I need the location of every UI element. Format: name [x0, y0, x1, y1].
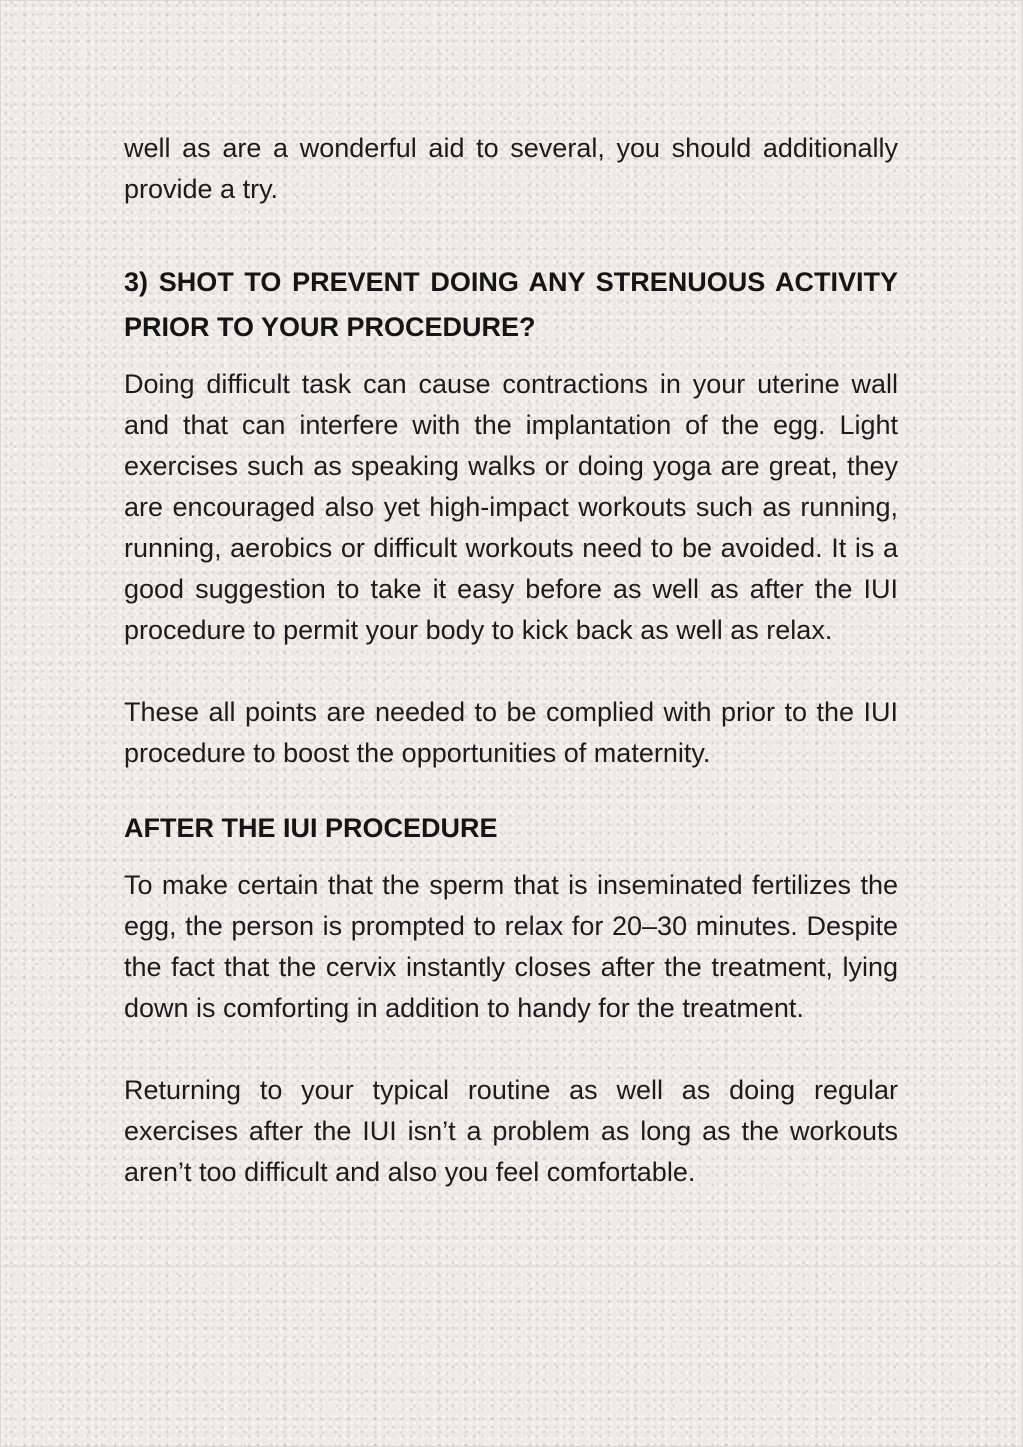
paragraph-strenuous-activity: Doing difficult task can cause contractions in your uterine wall and that can interfere with the implantation of the egg. Light exercises such as speaking walks or doing yoga are great, they are encouraged also yet high-impact workouts such as running, running, aerobics or difficult workouts need to be avoided. It is a good suggestion to take it easy before as well as after the IUI procedure to permit your body to kick back as well as relax. — [124, 369, 898, 645]
paragraph-summary: These all points are needed to be complied with prior to the IUI procedure to boost the opportunities of maternity. — [124, 697, 898, 768]
section-heading-strenuous-activity: 3) SHOT TO PREVENT DOING ANY STRENUOUS ACTIVITY PRIOR TO YOUR PROCEDURE? — [124, 267, 898, 342]
paragraph-after-iui-routine: Returning to your typical routine as well as doing regular exercises after the IUI isn’t a problem as long as the workouts aren’t too difficult and also you feel comfortable. — [124, 1075, 898, 1187]
page-divider — [0, 1266, 1023, 1267]
paragraph-continuation: well as are a wonderful aid to several, you should additionally provide a try. — [124, 133, 898, 204]
document-body — [124, 128, 898, 1193]
paragraph-after-iui-rest: To make certain that the sperm that is inseminated fertilizes the egg, the person is prompted to relax for 20–30 minutes. Despite the fact that the cervix instantly closes after the treatment, lying down is comforting in addition to handy for the treatment. — [124, 870, 898, 1023]
section-heading-after-iui: AFTER THE IUI PROCEDURE — [124, 813, 498, 843]
